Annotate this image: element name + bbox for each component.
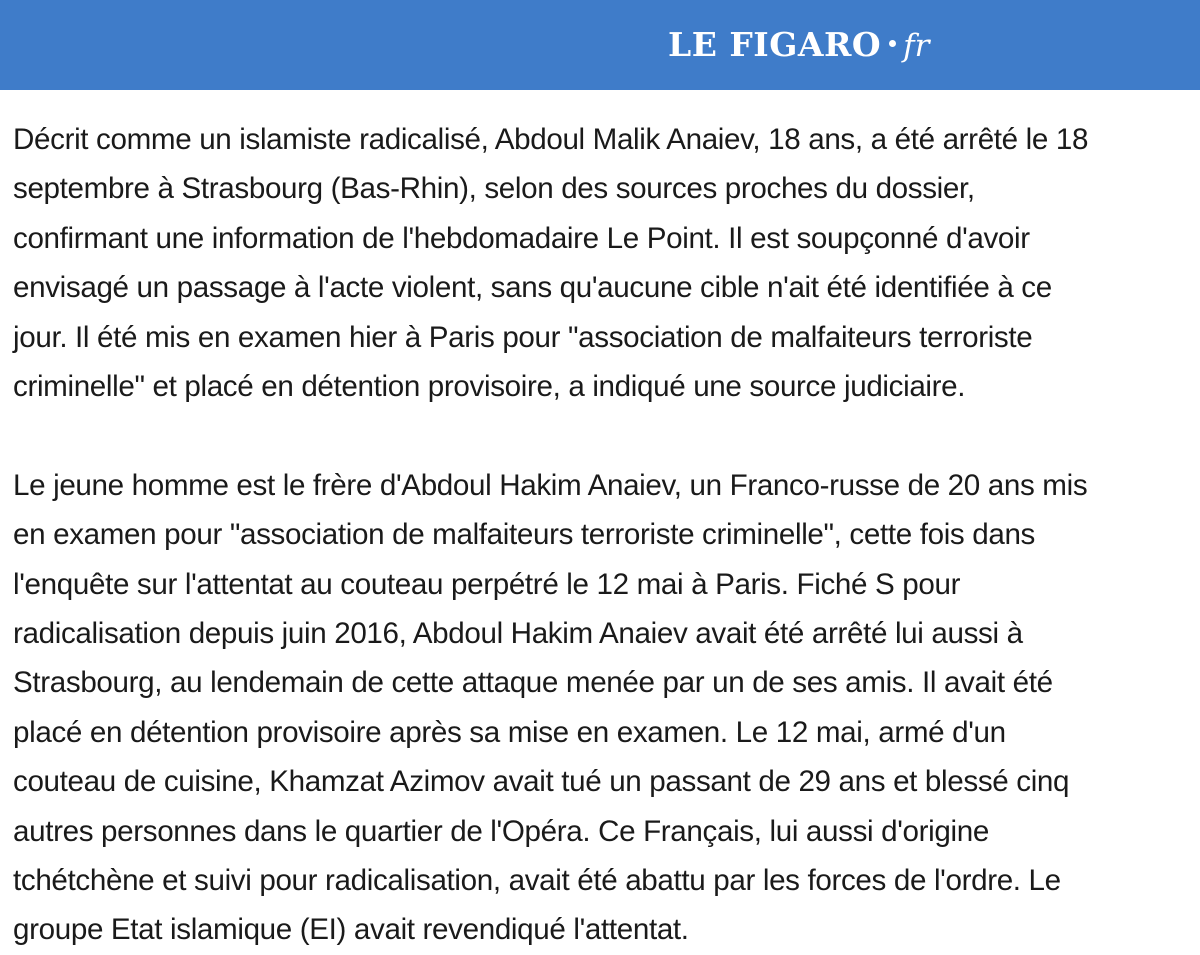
logo-suffix: fr (903, 28, 930, 64)
paragraph-line: jour. Il été mis en examen hier à Paris pour "association de malfaiteurs terroriste (13, 320, 1033, 354)
logo-dot (889, 40, 896, 47)
article-paragraph-1 (13, 115, 1195, 411)
article-body (13, 115, 1195, 955)
paragraph-line: couteau de cuisine, Khamzat Azimov avait tué un passant de 29 ans et blessé cinq (13, 765, 1070, 799)
site-header (0, 0, 1200, 90)
paragraph-line: criminelle" et placé en détention provisoire, a indiqué une source judiciaire. (13, 370, 966, 404)
paragraph-line: envisagé un passage à l'acte violent, sans qu'aucune cible n'ait été identifiée à ce (13, 271, 1052, 305)
paragraph-line: Le jeune homme est le frère d'Abdoul Hakim Anaiev, un Franco-russe de 20 ans mis (13, 468, 1088, 502)
paragraph-line: septembre à Strasbourg (Bas-Rhin), selon des sources proches du dossier, (13, 172, 975, 206)
paragraph-line: Strasbourg, au lendemain de cette attaque menée par un de ses amis. Il avait été (13, 666, 1053, 700)
paragraph-line: en examen pour "association de malfaiteurs terroriste criminelle", cette fois dans (13, 518, 1036, 552)
paragraph-line: confirmant une information de l'hebdomadaire Le Point. Il est soupçonné d'avoir (13, 221, 1030, 255)
paragraph-line: l'enquête sur l'attentat au couteau perpétré le 12 mai à Paris. Fiché S pour (13, 567, 961, 601)
paragraph-line: tchétchène et suivi pour radicalisation, avait été abattu par les forces de l'ordre. Le (13, 864, 1061, 898)
paragraph-line: autres personnes dans le quartier de l'Opéra. Ce Français, lui aussi d'origine (13, 814, 989, 848)
paragraph-line: placé en détention provisoire après sa mise en examen. Le 12 mai, armé d'un (13, 715, 1006, 749)
logo-wordmark: LE FIGARO (668, 25, 882, 64)
le-figaro-logo[interactable] (668, 23, 929, 67)
paragraph-line: radicalisation depuis juin 2016, Abdoul Hakim Anaiev avait été arrêté lui aussi à (13, 617, 1023, 651)
article-paragraph-2 (13, 461, 1195, 955)
paragraph-line: Décrit comme un islamiste radicalisé, Abdoul Malik Anaiev, 18 ans, a été arrêté le 18 (13, 123, 1089, 156)
paragraph-line: groupe Etat islamique (EI) avait revendiqué l'attentat. (13, 913, 689, 947)
